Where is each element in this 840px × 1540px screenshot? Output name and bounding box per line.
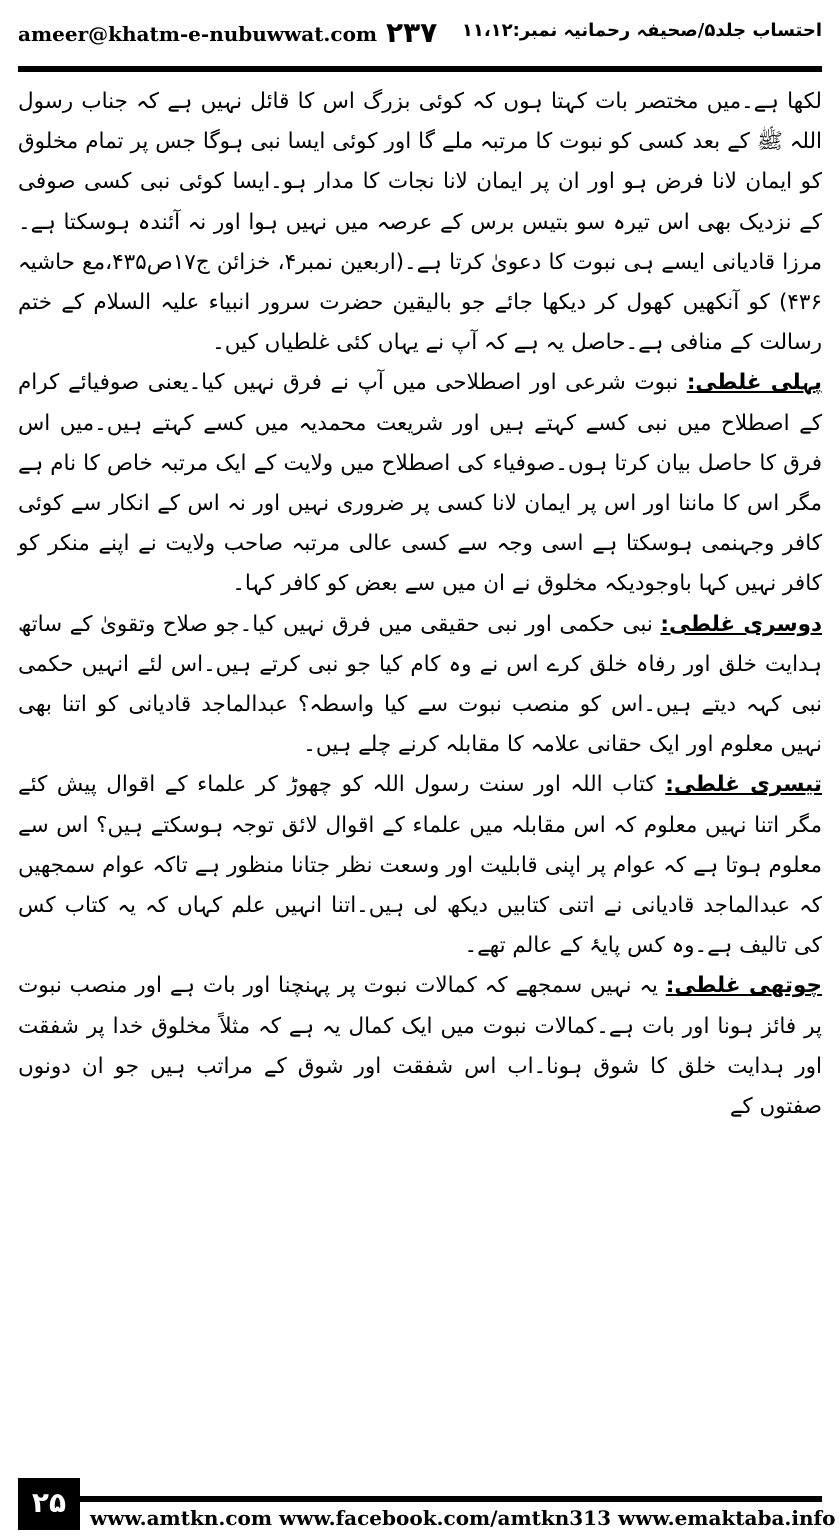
- paragraph-fourth-error: [18, 966, 822, 1127]
- header-email: ameer@khatm-e-nubuwwat.com: [18, 22, 378, 46]
- heading-fourth-error: چوتھی غلطی:: [665, 973, 822, 999]
- paragraph-third-error: [18, 765, 822, 966]
- heading-second-error: دوسری غلطی:: [660, 611, 822, 637]
- header-rule: [18, 66, 822, 72]
- text-first-error: نبوت شرعی اور اصطلاحی میں آپ نے فرق نہیں کیا۔یعنی صوفیائے کرام کے اصطلاح میں نبی کسے کہتے ہیں اور شریعت محمدیہ میں کسے کہتے ہیں۔میں اس فرق کا حاصل بیان کرتا ہوں۔صوفیاء کی اصطلاح میں ولایت کے ایک مرتبہ خاص کا نام ہے مگر اس کا ماننا اور اس پر ایمان لانا کسی پر ضروری نہیں اور نہ اس کے انکار سے کوئی کافر وجہنمی ہوسکتا ہے اسی وجہ سے کسی عالی مرتبہ صاحب ولایت نے اپنے منکر کو کافر نہیں کہا باوجودیکہ مخلوق نے ان میں سے بعض کو کافر کہا۔: [18, 370, 822, 597]
- paragraph-first-error: [18, 363, 822, 604]
- footer-page-number: ۲۵: [18, 1478, 80, 1530]
- header-page-number: ۲۳۷: [386, 16, 438, 49]
- text-third-error: کتاب اللہ اور سنت رسول اللہ کو چھوڑ کر علماء کے اقوال پیش کئے مگر اتنا نہیں معلوم کہ اس مقابلہ میں علماء کے اقوال لائق توجہ ہوسکتے ہیں؟ اس سے معلوم ہوتا ہے کہ عوام پر اپنی قابلیت اور وسعت نظر جتانا منظور ہے تاکہ عوام سمجھیں کہ عبدالماجد قادیانی نے اتنی کتابیں دیکھ لی ہیں۔اتنا انہیں علم کہاں کہ یہ کتاب کس کی تالیف ہے۔وہ کس پایۂ کے عالم تھے۔: [18, 772, 822, 959]
- page-header: [18, 18, 822, 62]
- paragraph-second-error: [18, 605, 822, 766]
- text-fourth-error: یہ نہیں سمجھے کہ کمالات نبوت پر پہنچنا اور بات ہے اور منصب نبوت پر فائز ہونا اور بات ہے۔کمالات نبوت میں ایک کمال یہ ہے کہ مثلاً مخلوق خدا پر شفقت اور ہدایت خلق کا شوق ہونا۔اب اس شفقت اور شوق کے مراتب ہیں جو ان دونوں صفتوں کے: [18, 973, 822, 1120]
- text-second-error: نبی حکمی اور نبی حقیقی میں فرق نہیں کیا۔جو صلاح وتقویٰ کے ساتھ ہدایت خلق اور رفاہ خلق کرے اس نے وہ کام کیا جو نبی کرتے ہیں۔اس لئے انہیں حکمی نبی کہہ دیتے ہیں۔اس کو منصب نبوت سے کیا واسطہ؟ عبدالماجد قادیانی کو اتنا بھی نہیں معلوم اور ایک حقانی علامہ کا مقابلہ کرنے چلے ہیں۔: [18, 611, 822, 758]
- heading-third-error: تیسری غلطی:: [665, 772, 822, 798]
- header-title: احتساب جلد۵/صحیفہ رحمانیہ نمبر:۱۱،۱۲: [461, 20, 822, 41]
- article-body: [18, 82, 822, 1127]
- footer-links[interactable]: www.amtkn.com www.facebook.com/amtkn313 www.emaktaba.info: [90, 1506, 836, 1530]
- footer-rule: [18, 1496, 822, 1502]
- heading-first-error: پہلی غلطی:: [686, 370, 823, 396]
- paragraph-intro: لکھا ہے۔میں مختصر بات کہتا ہوں کہ کوئی بزرگ اس کا قائل نہیں ہے کہ جناب رسول اللہ ﷺ کے بعد کسی کو نبوت کا مرتبہ ملے گا اور کوئی ایسا نبی ہوگا جس پر تمام مخلوق کو ایمان لانا فرض ہو اور ان پر ایمان لانا نجات کا مدار ہو۔ایسا کوئی نبی کسی صوفی کے نزدیک بھی اس تیرہ سو بتیس برس کے عرصہ میں نہیں ہوا اور نہ آئندہ ہوسکتا ہے۔مرزا قادیانی ایسے ہی نبوت کا دعویٰ کرتا ہے۔(اربعین نمبر۴، خزائن ج۱۷ص۴۳۵،مع حاشیہ ۴۳۶) کو آنکھیں کھول کر دیکھا جائے جو بالیقین حضرت سرور انبیاء علیہ السلام کے ختم رسالت کے منافی ہے۔حاصل یہ ہے کہ آپ نے یہاں کئی غلطیاں کیں۔: [18, 89, 822, 356]
